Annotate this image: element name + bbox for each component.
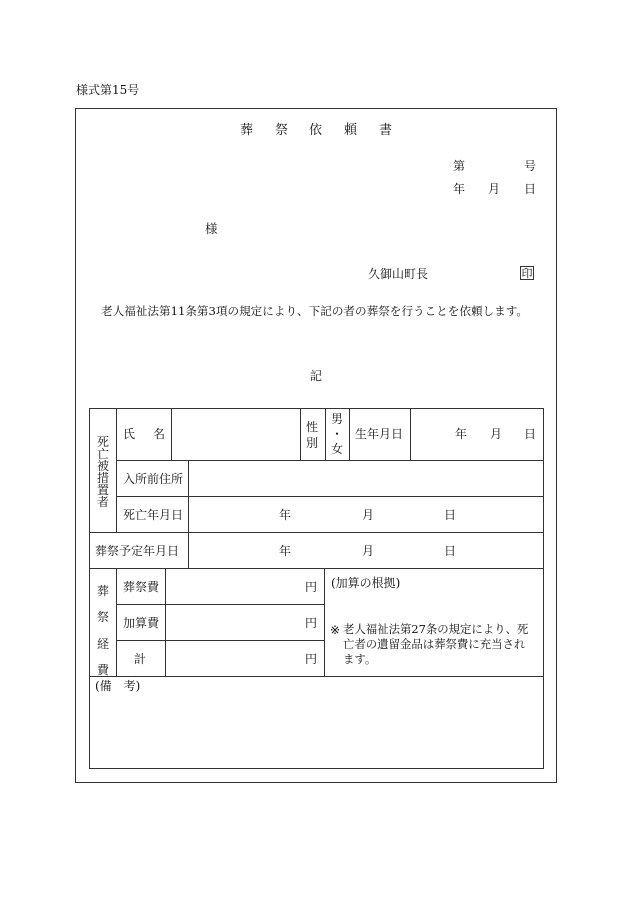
note-mark: ※ <box>330 623 341 637</box>
death-date-label: 死亡年月日 <box>123 508 184 522</box>
funeral-expense-label: 葬祭費 <box>123 580 160 594</box>
issue-year: 年 <box>453 182 466 196</box>
birth-day: 日 <box>524 427 537 441</box>
funeral-day: 日 <box>444 544 457 558</box>
funeral-date-label: 葬祭予定年月日 <box>95 544 180 558</box>
issue-month: 月 <box>488 182 501 196</box>
title-char: 祭 <box>275 123 289 138</box>
birth-month: 月 <box>490 427 503 441</box>
birth-date-label: 生年月日 <box>355 427 404 441</box>
funeral-expense-unit: 円 <box>305 580 318 594</box>
expense-group-label: 葬 祭 経 費 <box>96 584 109 678</box>
sender-name: 久御山町長 <box>368 267 429 281</box>
name-label-2: 名 <box>153 427 166 441</box>
seal-mark: 印 <box>521 267 533 280</box>
birth-year: 年 <box>455 427 468 441</box>
form-number: 様式第15号 <box>76 83 140 97</box>
basis-label: (加算の根拠) <box>331 576 401 590</box>
name-label-1: 氏 <box>123 427 136 441</box>
note-line: 亡者の遺留金品は葬祭費に充当され <box>343 637 526 651</box>
note-line: 老人福祉法第27条の規定により、死 <box>343 622 529 636</box>
deceased-group-label: 死 亡 被 措 置 者 <box>96 435 109 509</box>
addressee-suffix: 様 <box>205 221 218 236</box>
title-char: 書 <box>379 123 393 138</box>
ki-heading: 記 <box>310 369 323 383</box>
additional-expense-unit: 円 <box>305 616 318 630</box>
additional-expense-label: 加算費 <box>123 616 160 630</box>
total-expense-unit: 円 <box>305 652 318 666</box>
request-text: 老人福祉法第11条第3項の規定により、下記の者の葬祭を行うことを依頼します。 <box>101 304 528 318</box>
funeral-month: 月 <box>362 544 375 558</box>
remarks-label: (備 考) <box>95 679 141 693</box>
prior-address-label: 入所前住所 <box>123 472 184 486</box>
doc-number-prefix: 第 <box>453 159 466 173</box>
title-char: 依 <box>309 123 323 138</box>
death-day: 日 <box>444 508 457 522</box>
death-month: 月 <box>362 508 375 522</box>
note-line: ます。 <box>343 652 377 666</box>
death-year: 年 <box>279 508 292 522</box>
total-expense-label: 計 <box>134 652 147 666</box>
funeral-year: 年 <box>279 544 292 558</box>
title-char: 頼 <box>344 123 358 138</box>
issue-day: 日 <box>524 182 537 196</box>
doc-number-suffix: 号 <box>524 159 537 173</box>
sex-label: 性 別 <box>305 420 318 450</box>
title-char: 葬 <box>240 123 254 138</box>
sex-options: 男 ・ 女 <box>330 412 343 456</box>
